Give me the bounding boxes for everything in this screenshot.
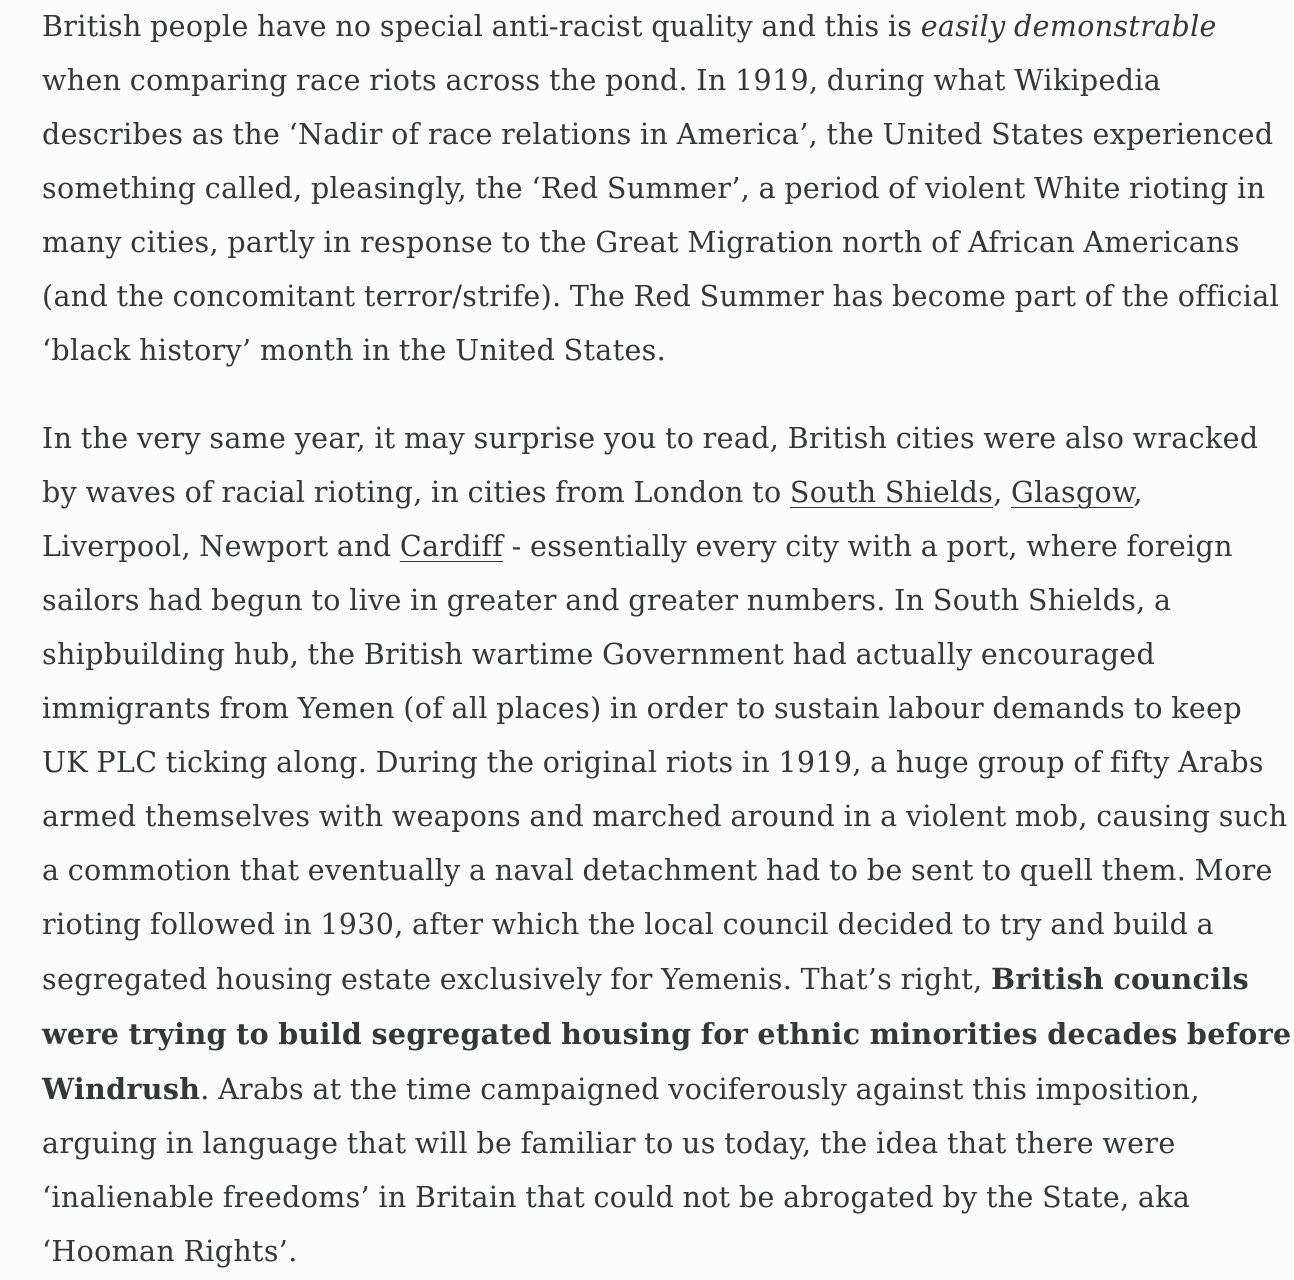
paragraph-text: - essentially every city with a port, where foreign sailors had begun to live in greater and greater numbers. In South Shields, a shipbuilding hub, the British wartime Government had actually encouraged immigrants from Yemen (of all places) in order to sustain labour demands to keep UK PLC ticking along. During the original riots in 1919, a huge group of fifty Arabs armed themselves with weapons and marched around in a violent mob, causing such a commotion that eventually a naval detachment had to be sent to quell them. More rioting followed in 1930, after which the local council decided to try and build a segregated housing estate exclusively for Yemenis. That’s right, (42, 530, 1288, 996)
paragraph-text: In the very same year, it may surprise you to read, British cities were also wracked by waves of racial rioting, in cities from London to (42, 422, 1259, 509)
paragraph-text: British people have no special anti-racist quality and this is (42, 10, 921, 43)
paragraph-text: , Liverpool, Newport and (42, 476, 1143, 563)
paragraph-red-summer (42, 0, 1292, 378)
bold-statement: British councils were trying to build segregated housing for ethnic minorities decades before Windrush (42, 962, 1292, 1106)
paragraph-text: , (993, 476, 1012, 509)
paragraph-british-riots (42, 412, 1292, 1279)
link-glasgow[interactable]: Glasgow (1011, 476, 1134, 509)
article-body (42, 0, 1292, 1279)
link-south-shields[interactable]: South Shields (789, 476, 994, 509)
link-cardiff[interactable]: Cardiff (399, 530, 504, 563)
paragraph-text: when comparing race riots across the pond. In 1919, during what Wikipedia describes as the ‘Nadir of race relations in America’, the United States experienced something called, pleasingly, the ‘Red Summer’, a period of violent White rioting in many cities, partly in response to the Great Migration north of African Americans (and the concomitant terror/strife). The Red Summer has become part of the official ‘black history’ month in the United States. (42, 64, 1280, 367)
paragraph-text: . Arabs at the time campaigned vociferously against this imposition, arguing in language that will be familiar to us today, the idea that there were ‘inalienable freedoms’ in Britain that could not be abrogated by the State, aka ‘Hooman Rights’. (42, 1073, 1200, 1268)
emphasis-text: easily demonstrable (920, 10, 1217, 43)
